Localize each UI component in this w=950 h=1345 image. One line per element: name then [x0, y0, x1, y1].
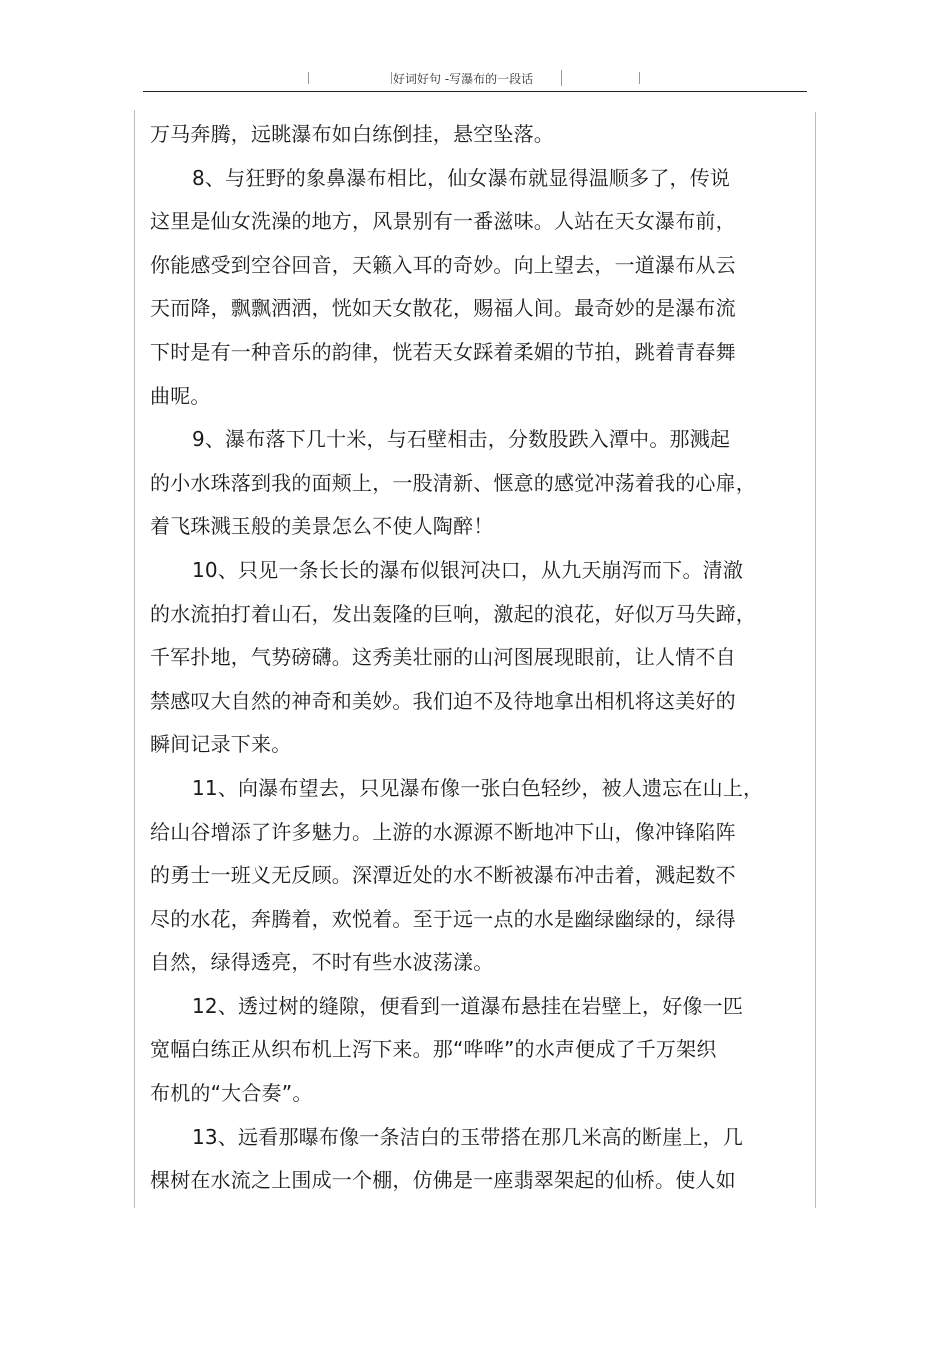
text-line: 着飞珠溅玉般的美景怎么不使人陶醉！	[150, 514, 494, 539]
text-line: 尽的水花，奔腾着，欢悦着。至于远一点的水是幽绿幽绿的，绿得	[150, 906, 736, 931]
header-tick-left	[308, 72, 309, 84]
text-line: 布机的“大合奏”。	[150, 1081, 313, 1106]
page-header	[143, 66, 807, 90]
text-line: 自然，绿得透亮，不时有些水波荡漾。	[150, 950, 494, 975]
text-line: 宽幅白练正从织布机上泻下来。那“哗哗”的水声便成了千万架织	[150, 1037, 717, 1062]
text-line: 下时是有一种音乐的韵律，恍若天女踩着柔媚的节拍，跳着青春舞	[150, 339, 736, 364]
body-text	[150, 113, 770, 1203]
paragraph-start: 8、与狂野的象鼻瀑布相比，仙女瀑布就显得温顺多了，传说	[192, 165, 731, 190]
header-tick	[561, 70, 562, 86]
paragraph-start: 10、只见一条长长的瀑布似银河决口，从九天崩泻而下。清澈	[192, 557, 744, 582]
paragraph-start: 9、瀑布落下几十米，与石壁相击，分数股跌入潭中。那溅起	[192, 427, 731, 452]
text-line: 千军扑地，气势磅礴。这秀美壮丽的山河图展现眼前，让人情不自	[150, 645, 736, 670]
header-title: 好词好句 -写瀑布的一段话	[393, 72, 534, 86]
left-margin-line	[134, 110, 135, 1208]
text-line: 棵树在水流之上围成一个棚，仿佛是一座翡翠架起的仙桥。使人如	[150, 1168, 736, 1193]
text-line: 万马奔腾，远眺瀑布如白练倒挂，悬空坠落。	[150, 122, 554, 146]
paragraph-start: 12、透过树的缝隙，便看到一道瀑布悬挂在岩壁上，好像一匹	[192, 993, 744, 1018]
header-rule	[143, 91, 807, 92]
text-line: 天而降，飘飘洒洒，恍如天女散花，赐福人间。最奇妙的是瀑布流	[150, 296, 736, 321]
right-margin-line	[815, 112, 816, 1208]
text-line: 曲呢。	[150, 383, 211, 408]
text-line: 的勇士一班义无反顾。深潭近处的水不断被瀑布冲击着，溅起数不	[150, 863, 736, 888]
text-line: 的小水珠落到我的面颊上，一股清新、惬意的感觉冲荡着我的心扉，	[150, 470, 756, 495]
text-line: 瞬间记录下来。	[150, 732, 292, 757]
text-line: 的水流拍打着山石，发出轰隆的巨响，激起的浪花，好似万马失蹄，	[150, 601, 756, 626]
header-tick	[391, 72, 392, 84]
text-line: 这里是仙女洗澡的地方，风景别有一番滋味。人站在天女瀑布前，	[150, 209, 736, 234]
text-line: 你能感受到空谷回音，天籁入耳的奇妙。向上望去，一道瀑布从云	[150, 252, 736, 277]
header-tick-right	[639, 72, 640, 84]
paragraph-start: 13、远看那曝布像一条洁白的玉带搭在那几米高的断崖上，几	[192, 1124, 744, 1149]
text-line: 给山谷增添了许多魅力。上游的水源源不断地冲下山，像冲锋陷阵	[150, 819, 736, 844]
paragraph-start: 11、向瀑布望去，只见瀑布像一张白色轻纱，被人遗忘在山上，	[192, 775, 764, 800]
text-line: 禁感叹大自然的神奇和美妙。我们迫不及待地拿出相机将这美好的	[150, 688, 736, 713]
